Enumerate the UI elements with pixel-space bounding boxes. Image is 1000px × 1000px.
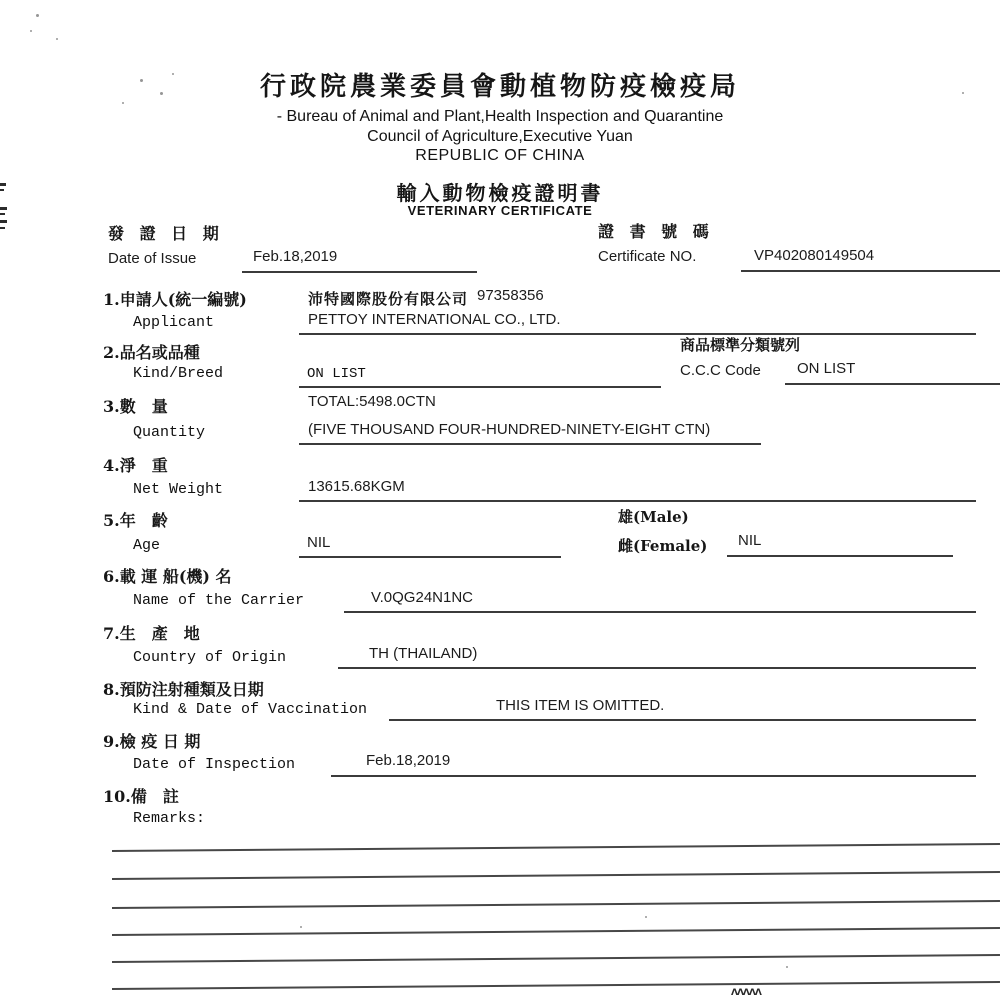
certificate-no-label-zh: 證 書 號 碼 bbox=[598, 222, 714, 241]
remarks-line bbox=[112, 900, 1000, 909]
quantity-label-zh: 3.數 量 bbox=[103, 397, 168, 416]
vaccination-field-line bbox=[389, 719, 976, 721]
female-age-field-line bbox=[727, 555, 953, 557]
quantity-field-line bbox=[299, 443, 761, 445]
applicant-label-en: Applicant bbox=[133, 314, 215, 331]
remarks-line bbox=[112, 843, 1000, 852]
remarks-line bbox=[112, 981, 1000, 990]
inspection-value: Feb.18,2019 bbox=[366, 752, 451, 769]
origin-label-en: Country of Origin bbox=[133, 649, 287, 666]
left-edge-scan-mark bbox=[0, 213, 5, 215]
remarks-line bbox=[112, 927, 1000, 936]
country-title-en: REPUBLIC OF CHINA bbox=[415, 147, 585, 164]
left-edge-scan-mark bbox=[0, 227, 5, 229]
net-weight-label-en: Net Weight bbox=[133, 481, 224, 498]
carrier-field-line bbox=[344, 611, 976, 613]
remarks-line bbox=[112, 954, 1000, 963]
kind-breed-value: ON LIST bbox=[307, 366, 366, 382]
female-label: 雌(Female) bbox=[618, 537, 708, 555]
net-weight-value: 13615.68KGM bbox=[308, 478, 405, 495]
male-label: 雄(Male) bbox=[618, 508, 689, 526]
inspection-label-en: Date of Inspection bbox=[133, 756, 296, 773]
applicant-uniform-number: 97358356 bbox=[477, 287, 544, 304]
origin-field-line bbox=[338, 667, 976, 669]
applicant-value-en: PETTOY INTERNATIONAL CO., LTD. bbox=[308, 311, 561, 328]
remarks-label-en: Remarks: bbox=[133, 810, 206, 827]
scan-speck bbox=[30, 30, 32, 32]
remarks-label-zh: 10.備 註 bbox=[103, 787, 179, 806]
date-of-issue-field-line bbox=[242, 271, 477, 273]
vaccination-label-en: Kind & Date of Vaccination bbox=[133, 701, 368, 718]
age-label-zh: 5.年 齡 bbox=[103, 511, 168, 530]
carrier-label-zh: 6.載 運 船(機) 名 bbox=[103, 567, 232, 586]
female-age-value: NIL bbox=[738, 532, 762, 549]
scan-speck bbox=[122, 102, 124, 104]
left-edge-scan-mark bbox=[0, 207, 7, 210]
inspection-field-line bbox=[331, 775, 976, 777]
carrier-label-en: Name of the Carrier bbox=[133, 592, 305, 609]
age-label-en: Age bbox=[133, 537, 161, 554]
quantity-label-en: Quantity bbox=[133, 424, 206, 441]
scan-speck bbox=[36, 14, 39, 17]
agency-title-zh: 行政院農業委員會動植物防疫檢疫局 bbox=[259, 72, 740, 102]
quantity-value-words: (FIVE THOUSAND FOUR-HUNDRED-NINETY-EIGHT CTN) bbox=[308, 421, 711, 438]
kind-breed-label-en: Kind/Breed bbox=[133, 365, 224, 382]
certificate-no-field-line bbox=[741, 270, 1000, 272]
applicant-field-line bbox=[299, 333, 976, 335]
age-value: NIL bbox=[307, 534, 331, 551]
scan-speck bbox=[140, 79, 143, 82]
left-edge-scan-mark bbox=[0, 183, 6, 186]
date-of-issue-label-zh: 發 證 日 期 bbox=[108, 224, 224, 243]
left-edge-scan-mark bbox=[0, 189, 4, 191]
certificate-title-en: VETERINARY CERTIFICATE bbox=[407, 203, 593, 218]
ccc-code-label-en: C.C.C Code bbox=[680, 362, 761, 379]
kind-breed-label-zh: 2.品名或品種 bbox=[103, 343, 200, 362]
scan-speck bbox=[645, 916, 647, 918]
origin-value: TH (THAILAND) bbox=[369, 645, 478, 662]
bureau-title-en: - Bureau of Animal and Plant,Health Inspection and Quarantine bbox=[276, 108, 724, 125]
scan-speck bbox=[172, 73, 174, 75]
quantity-value-total: TOTAL:5498.0CTN bbox=[308, 393, 436, 410]
scan-speck bbox=[300, 926, 302, 928]
net-weight-label-zh: 4.淨 重 bbox=[103, 456, 168, 475]
date-of-issue-label-en: Date of Issue bbox=[108, 250, 197, 267]
left-edge-scan-mark bbox=[0, 220, 7, 223]
partial-stamp-mark: ΛΛΛΛΛ bbox=[731, 988, 761, 998]
kind-breed-field-line bbox=[299, 386, 661, 388]
ccc-label-zh: 商品標準分類號列 bbox=[680, 336, 801, 354]
scan-speck bbox=[962, 92, 964, 94]
vaccination-value: THIS ITEM IS OMITTED. bbox=[496, 697, 665, 714]
applicant-value-zh: 沛特國際股份有限公司 bbox=[308, 290, 469, 308]
applicant-label-zh: 1.申請人(統一編號) bbox=[103, 290, 247, 309]
ccc-code-field-line bbox=[785, 383, 1000, 385]
remarks-line bbox=[112, 871, 1000, 880]
origin-label-zh: 7.生 產 地 bbox=[103, 624, 200, 643]
scan-speck bbox=[160, 92, 163, 95]
inspection-label-zh: 9.檢 疫 日 期 bbox=[103, 732, 201, 751]
vaccination-label-zh: 8.預防注射種類及日期 bbox=[103, 680, 264, 699]
scan-speck bbox=[56, 38, 58, 40]
council-title-en: Council of Agriculture,Executive Yuan bbox=[367, 128, 633, 145]
certificate-no-value: VP402080149504 bbox=[754, 247, 875, 264]
net-weight-field-line bbox=[299, 500, 976, 502]
certificate-title-zh: 輸入動物檢疫證明書 bbox=[396, 181, 604, 205]
scan-speck bbox=[786, 966, 788, 968]
age-field-line bbox=[299, 556, 561, 558]
carrier-value: V.0QG24N1NC bbox=[371, 589, 473, 606]
date-of-issue-value: Feb.18,2019 bbox=[253, 248, 338, 265]
ccc-code-value: ON LIST bbox=[797, 360, 856, 377]
certificate-no-label-en: Certificate NO. bbox=[598, 248, 697, 265]
